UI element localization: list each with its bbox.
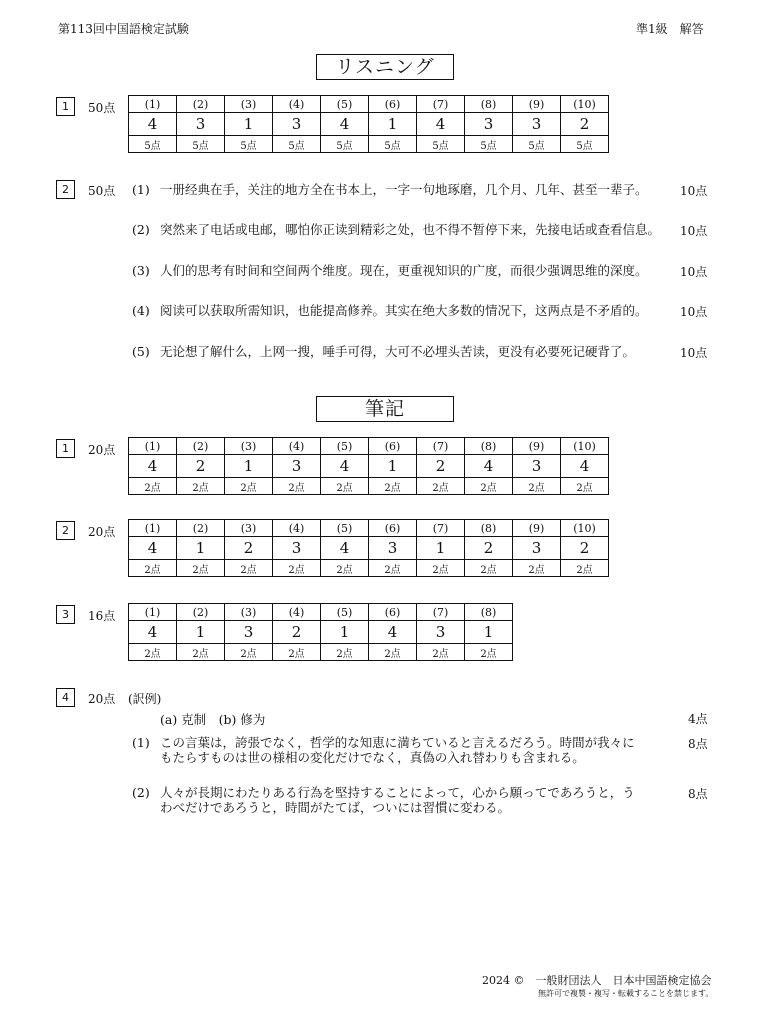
score-cell: 2点 (177, 644, 225, 661)
header-cell: (9) (513, 438, 561, 455)
score-cell: 2点 (369, 644, 417, 661)
answer-cell: 1 (177, 537, 225, 560)
score-cell: 2点 (369, 478, 417, 495)
writing-q1-number: 1 (56, 439, 75, 458)
answer-cell: 4 (129, 621, 177, 644)
answer-cell: 2 (273, 621, 321, 644)
answer-cell: 4 (417, 113, 465, 136)
answer-cell: 3 (177, 113, 225, 136)
score-cell: 2点 (513, 560, 561, 577)
header-cell: (7) (417, 438, 465, 455)
score-cell: 5点 (465, 136, 513, 153)
header-cell: (1) (129, 520, 177, 537)
answer-cell: 2 (177, 455, 225, 478)
score-cell: 2点 (273, 478, 321, 495)
header-cell: (5) (321, 96, 369, 113)
score-cell: 2点 (465, 560, 513, 577)
answer-cell: 2 (561, 113, 609, 136)
header-cell: (8) (465, 438, 513, 455)
answer-cell: 1 (369, 455, 417, 478)
answer-cell: 3 (513, 455, 561, 478)
answer-cell: 3 (513, 113, 561, 136)
answer-cell: 1 (225, 113, 273, 136)
header-cell: (4) (273, 438, 321, 455)
answer-cell: 4 (129, 455, 177, 478)
answer-cell: 1 (321, 621, 369, 644)
answer-cell: 4 (129, 537, 177, 560)
answer-cell: 4 (321, 537, 369, 560)
answer-cell: 2 (465, 537, 513, 560)
answer-cell: 1 (465, 621, 513, 644)
header-cell: (4) (273, 96, 321, 113)
header-cell: (5) (321, 604, 369, 621)
header-cell: (3) (225, 96, 273, 113)
score-cell: 2点 (465, 478, 513, 495)
listening-q2-score-4: 10点 (680, 305, 708, 319)
answer-cell: 3 (273, 455, 321, 478)
writing-q4-score-1: 8点 (688, 737, 708, 751)
answer-cell: 1 (369, 113, 417, 136)
score-cell: 2点 (561, 478, 609, 495)
score-cell: 2点 (225, 644, 273, 661)
score-cell: 2点 (321, 644, 369, 661)
header-cell: (2) (177, 96, 225, 113)
listening-q1-number: 1 (56, 97, 75, 116)
listening-q2-score-1: 10点 (680, 184, 708, 198)
score-cell: 2点 (129, 560, 177, 577)
writing-q4-points: 20点 (88, 692, 116, 706)
writing-q1-table (128, 437, 609, 495)
answer-cell: 4 (321, 113, 369, 136)
item-number: (1) (132, 735, 150, 750)
score-cell: 2点 (417, 644, 465, 661)
header-cell: (9) (513, 96, 561, 113)
answer-cell: 2 (561, 537, 609, 560)
writing-q3-table (128, 603, 513, 661)
header-cell: (9) (513, 520, 561, 537)
answer-cell: 3 (465, 113, 513, 136)
header-cell: (7) (417, 96, 465, 113)
item-number: (3) (132, 263, 150, 278)
header-cell: (7) (417, 604, 465, 621)
item-text: 阅读可以获取所需知识，也能提高修养。其实在绝大多数的情况下，这两点是不矛盾的。 (160, 303, 648, 318)
header-cell: (3) (225, 520, 273, 537)
score-cell: 2点 (225, 478, 273, 495)
copyright: 2024 © 一般財団法人 日本中国語検定協会 (482, 974, 712, 987)
score-cell: 5点 (561, 136, 609, 153)
score-cell: 2点 (129, 478, 177, 495)
score-cell: 2点 (273, 560, 321, 577)
listening-q1-table (128, 95, 609, 153)
score-cell: 5点 (417, 136, 465, 153)
answer-cell: 3 (417, 621, 465, 644)
score-cell: 2点 (465, 644, 513, 661)
item-number: (2) (132, 222, 150, 237)
listening-title: リスニング (316, 54, 454, 80)
header-cell: (2) (177, 520, 225, 537)
exam-title: 第113回中国語検定試験 (58, 22, 189, 36)
answer-cell: 1 (225, 455, 273, 478)
item-number: (5) (132, 344, 150, 359)
answer-cell: 4 (465, 455, 513, 478)
answer-cell: 1 (417, 537, 465, 560)
score-cell: 5点 (129, 136, 177, 153)
translation-example-label: (訳例) (128, 692, 162, 706)
score-cell: 5点 (369, 136, 417, 153)
writing-q4-score-2: 8点 (688, 787, 708, 801)
answer-cell: 2 (225, 537, 273, 560)
header-cell: (5) (321, 438, 369, 455)
answer-cell: 3 (273, 113, 321, 136)
item-text: 无论想了解什么，上网一搜，唾手可得，大可不必埋头苦读，更没有必要死记硬背了。 (160, 344, 636, 359)
score-cell: 2点 (273, 644, 321, 661)
score-cell: 5点 (273, 136, 321, 153)
score-cell: 2点 (129, 644, 177, 661)
score-cell: 5点 (321, 136, 369, 153)
answer-cell: 4 (369, 621, 417, 644)
answer-cell: 3 (273, 537, 321, 560)
score-cell: 2点 (321, 560, 369, 577)
header-cell: (6) (369, 438, 417, 455)
header-cell: (1) (129, 604, 177, 621)
answer-cell: 3 (513, 537, 561, 560)
answer-cell: 4 (129, 113, 177, 136)
header-cell: (4) (273, 520, 321, 537)
score-cell: 2点 (321, 478, 369, 495)
item-text: 突然来了电话或电邮，哪怕你正读到精彩之处，也不得不暂停下来，先接电话或查看信息。 (160, 222, 661, 237)
item-text: 人々が長期にわたりある行為を堅持することによって，心から願ってであろうと，うわべだけであろうと，時間がたてば，ついには習慣に変わる。 (160, 785, 635, 815)
score-cell: 2点 (561, 560, 609, 577)
score-cell: 5点 (225, 136, 273, 153)
header-cell: (3) (225, 438, 273, 455)
header-cell: (8) (465, 520, 513, 537)
header-cell: (10) (561, 438, 609, 455)
writing-q4-number: 4 (56, 688, 75, 707)
listening-q2-number: 2 (56, 180, 75, 199)
header-cell: (2) (177, 438, 225, 455)
score-cell: 2点 (177, 560, 225, 577)
score-cell: 5点 (177, 136, 225, 153)
header-cell: (7) (417, 520, 465, 537)
grade-label: 準1級 解答 (636, 22, 704, 36)
listening-q2-points: 50点 (88, 184, 116, 198)
item-number: (4) (132, 303, 150, 318)
header-cell: (1) (129, 438, 177, 455)
item-text: 一册经典在手，关注的地方全在书本上，一字一句地琢磨，几个月、几年、甚至一辈子。 (160, 182, 648, 197)
answer-cell: 3 (369, 537, 417, 560)
item-number: (2) (132, 785, 150, 800)
writing-q2-number: 2 (56, 521, 75, 540)
score-cell: 2点 (513, 478, 561, 495)
header-cell: (1) (129, 96, 177, 113)
item-number: (1) (132, 182, 150, 197)
writing-q1-points: 20点 (88, 443, 116, 457)
header-cell: (10) (561, 520, 609, 537)
listening-q2-score-5: 10点 (680, 346, 708, 360)
score-cell: 2点 (417, 560, 465, 577)
answer-cell: 1 (177, 621, 225, 644)
score-cell: 2点 (417, 478, 465, 495)
answer-cell: 2 (417, 455, 465, 478)
writing-q4-ab-score: 4点 (688, 712, 708, 726)
header-cell: (6) (369, 520, 417, 537)
header-cell: (4) (273, 604, 321, 621)
listening-q2-score-3: 10点 (680, 265, 708, 279)
score-cell: 5点 (513, 136, 561, 153)
header-cell: (5) (321, 520, 369, 537)
header-cell: (6) (369, 604, 417, 621)
listening-q2-score-2: 10点 (680, 224, 708, 238)
writing-q2-table (128, 519, 609, 577)
writing-title: 筆記 (316, 396, 454, 422)
item-text: この言葉は，誇張でなく，哲学的な知恵に満ちていると言えるだろう。時間が我々にもたらすものは世の様相の変化だけでなく，真偽の入れ替わりも含まれる。 (160, 735, 635, 765)
listening-q1-points: 50点 (88, 101, 116, 115)
score-cell: 2点 (225, 560, 273, 577)
reproduction-notice: 無許可で複製・複写・転載することを禁じます。 (538, 989, 714, 998)
header-cell: (8) (465, 96, 513, 113)
header-cell: (6) (369, 96, 417, 113)
answer-cell: 4 (321, 455, 369, 478)
writing-q4-ab-answer: (a) 克制 (b) 修为 (160, 712, 266, 727)
score-cell: 2点 (369, 560, 417, 577)
header-cell: (2) (177, 604, 225, 621)
writing-q2-points: 20点 (88, 525, 116, 539)
answer-cell: 4 (561, 455, 609, 478)
score-cell: 2点 (177, 478, 225, 495)
header-cell: (10) (561, 96, 609, 113)
item-text: 人们的思考有时间和空间两个维度。现在，更重视知识的广度，而很少强调思维的深度。 (160, 263, 648, 278)
writing-q3-number: 3 (56, 605, 75, 624)
header-cell: (8) (465, 604, 513, 621)
writing-q3-points: 16点 (88, 609, 116, 623)
answer-cell: 3 (225, 621, 273, 644)
header-cell: (3) (225, 604, 273, 621)
